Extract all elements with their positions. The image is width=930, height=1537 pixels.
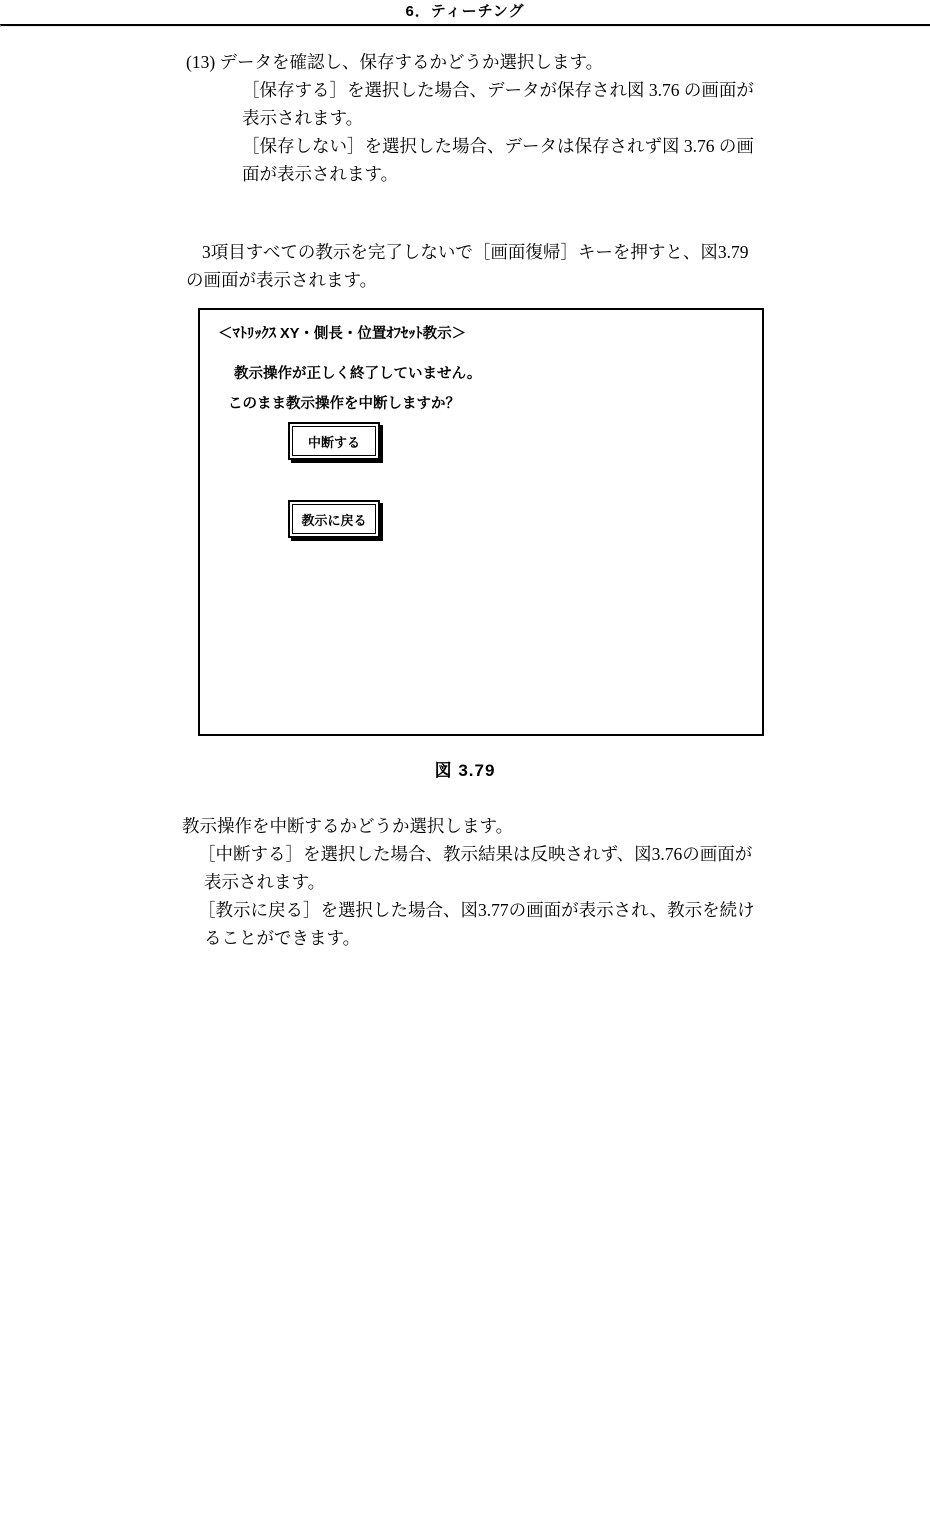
paragraph-note [186,238,896,294]
screen-title: ＜ﾏﾄﾘｯｸｽ XY・側長・位置ｵﾌｾｯﾄ教示＞ [218,326,467,342]
paragraph-note-line-1: 3項目すべての教示を完了しないで［画面復帰］キーを押すと、図3.79 [202,242,749,262]
paragraph-13-line-2: ［保存する］を選択した場合、データが保存され図 3.76 の画面が [242,80,754,100]
paragraph-note-line-2: の画面が表示されます。 [186,270,378,290]
paragraph-13 [186,48,886,188]
header-divider [0,24,930,27]
figure-screen [198,308,764,736]
paragraph-bottom-line-5: ることができます。 [204,928,361,948]
screen-message-1: 教示操作が正しく終了していません。 [234,366,482,382]
paragraph-bottom-line-4: ［教示に戻る］を選択した場合、図3.77の画面が表示され、教示を続け [198,900,755,920]
paragraph-bottom-line-1: 教示操作を中断するかどうか選択します。 [182,816,514,836]
abort-button-label: 中断する [292,426,376,456]
return-to-teaching-button-label: 教示に戻る [292,504,376,534]
page-header [0,0,930,27]
header-title: 6．ティーチング [405,3,525,20]
return-to-teaching-button[interactable] [288,500,380,538]
screen-message-2: このまま教示操作を中断しますか？ [228,396,460,412]
paragraph-bottom-line-2: ［中断する］を選択した場合、教示結果は反映されず、図3.76の画面が [198,844,753,864]
paragraph-bottom-line-3: 表示されます。 [204,872,326,892]
paragraph-13-line-1: (13) データを確認し、保存するかどうか選択します。 [186,52,604,72]
figure-caption: 図 3.79 [434,761,496,780]
abort-button[interactable] [288,422,380,460]
paragraph-13-line-3: 表示されます。 [242,108,364,128]
paragraph-bottom [182,812,902,952]
paragraph-13-line-4: ［保存しない］を選択した場合、データは保存されず図 3.76 の画 [242,136,754,156]
paragraph-13-line-5: 面が表示されます。 [242,164,399,184]
